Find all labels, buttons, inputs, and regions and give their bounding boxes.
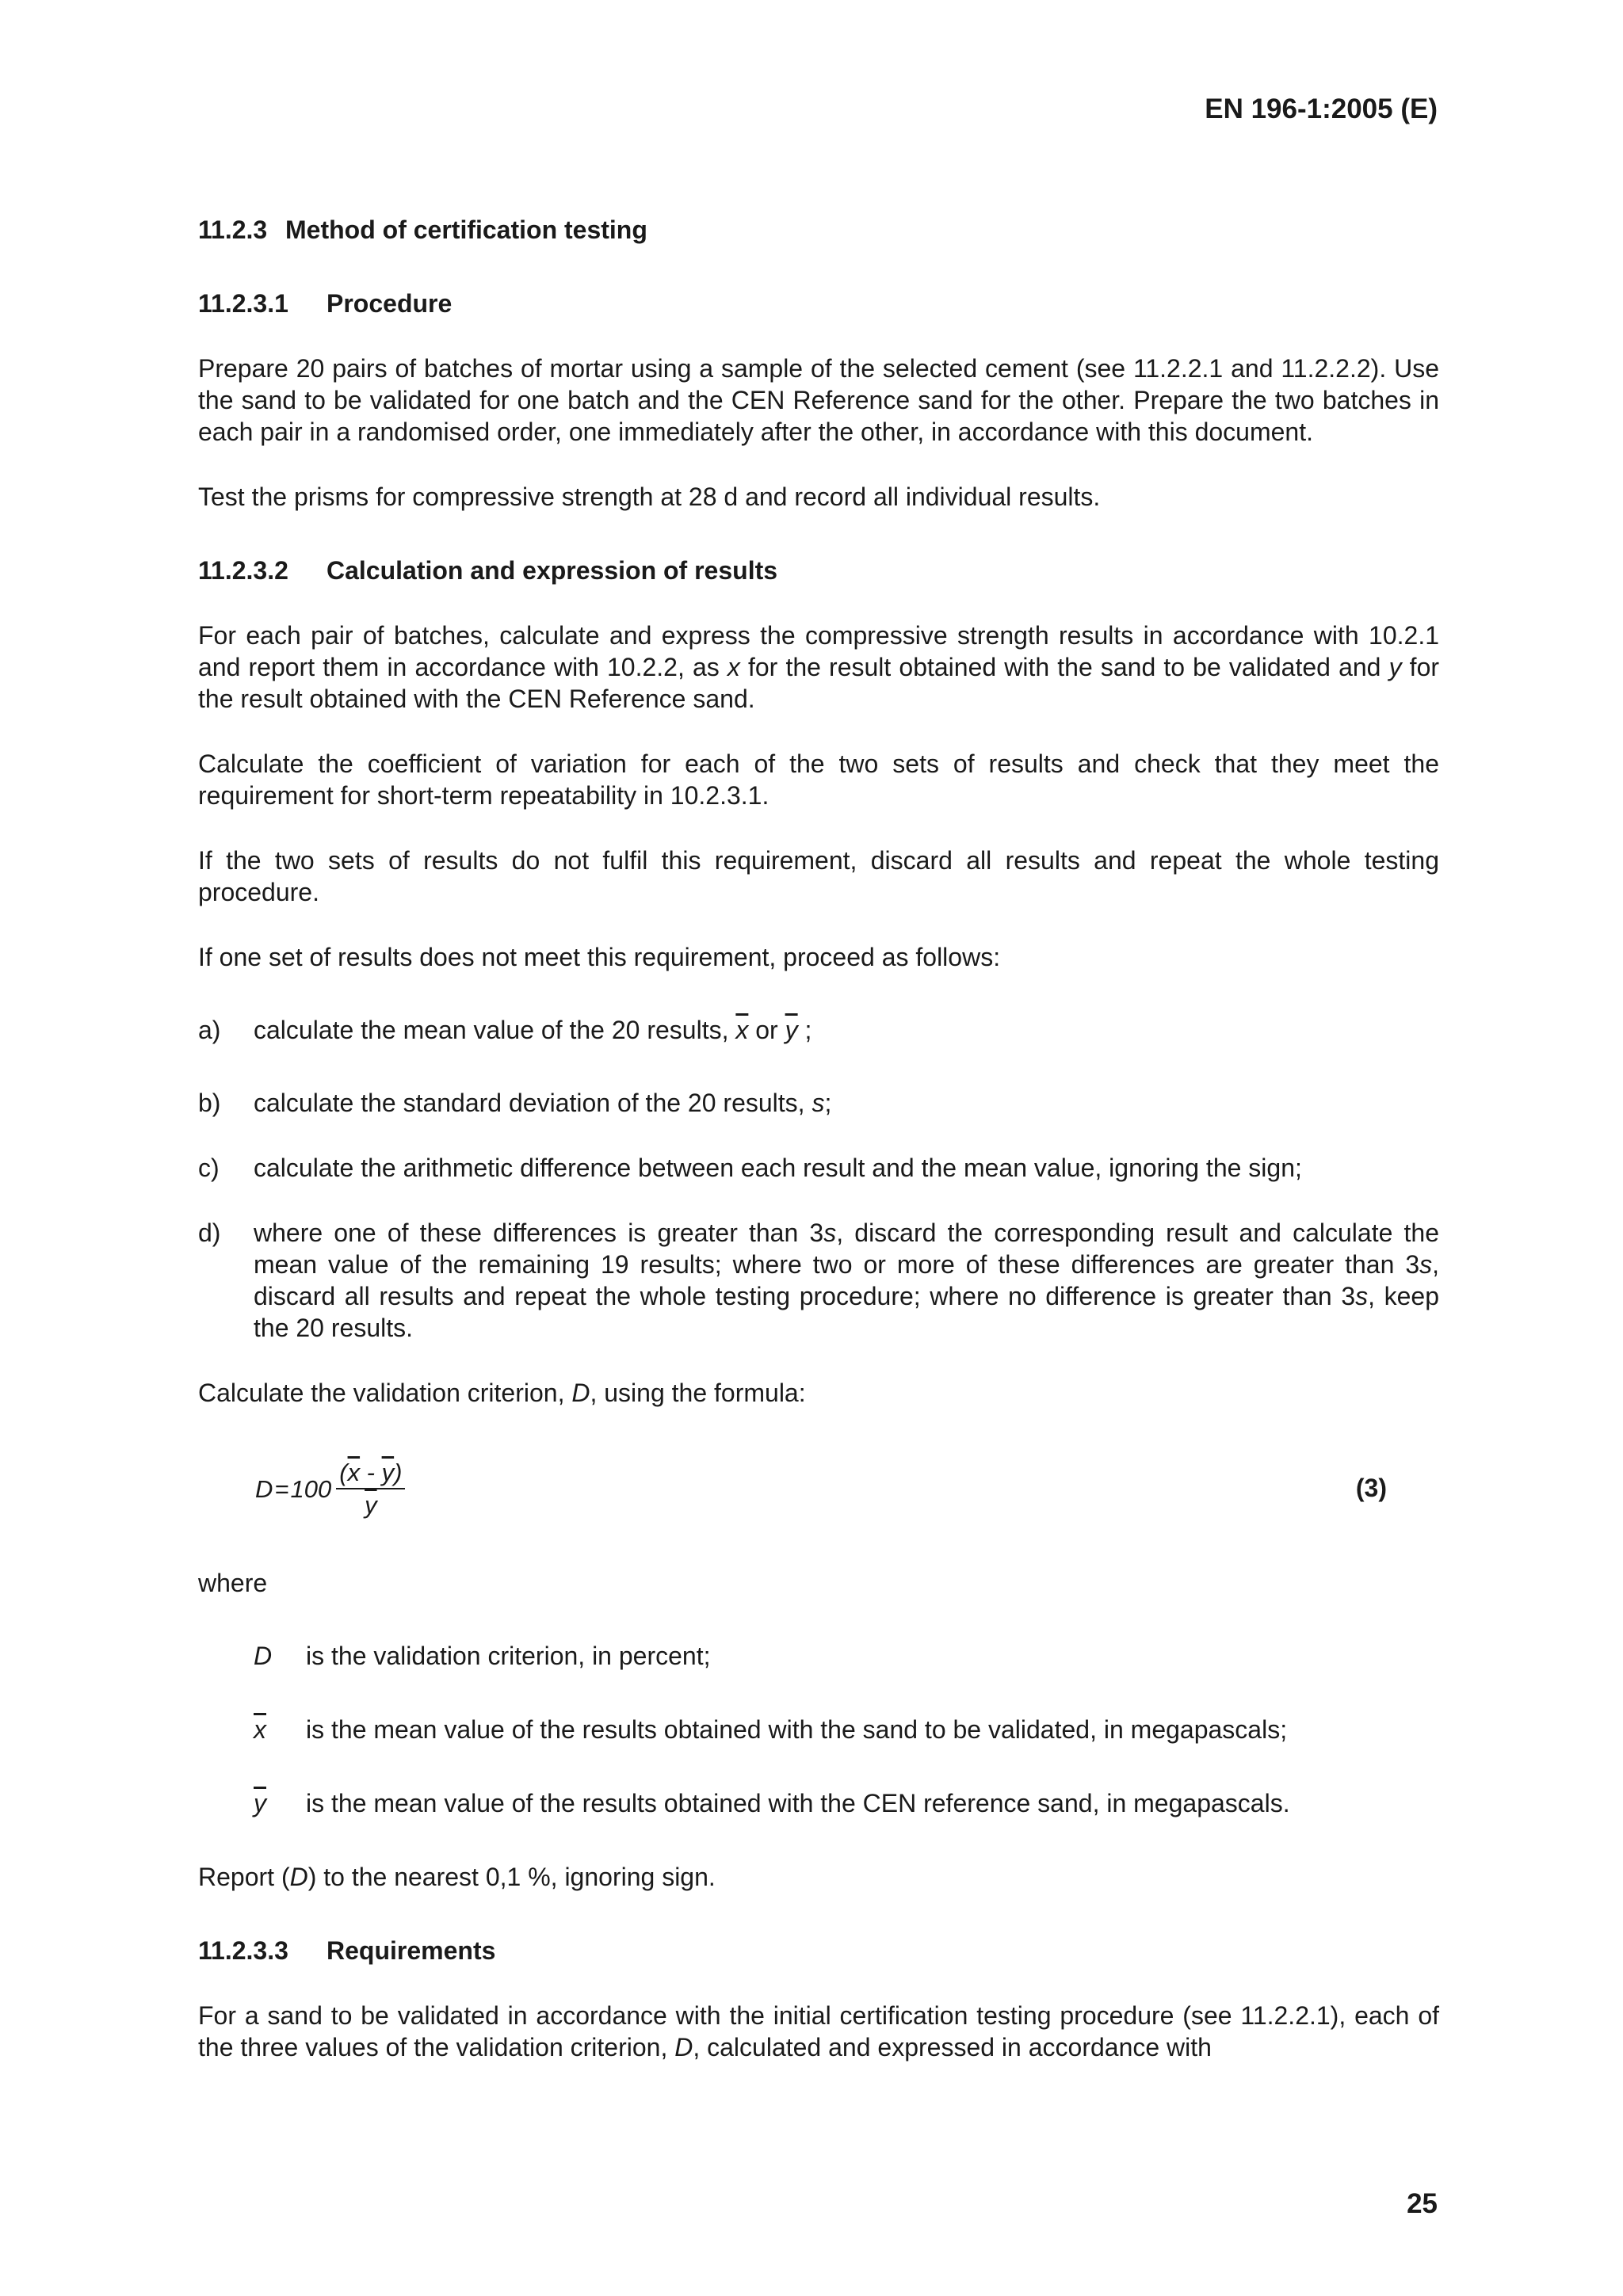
standard-identifier: EN 196-1:2005 (E) [1205,93,1438,124]
text-run: , keep the 20 results. [254,1282,1440,1342]
text-run: or [748,1016,785,1044]
text-run: , calculated and expressed in accordance with [693,2033,1212,2061]
definition-symbol: D [254,1642,273,1670]
section-heading-11-2-3 [198,214,1439,246]
text-run: For a sand to be validated in accordance with the initial certification testing procedure (see 11.2.2.1), each of the three values of the validation criterion, [198,2001,1439,2061]
paren-close: ) [394,1459,403,1486]
text-run: Report ( [198,1863,290,1891]
symbol-s: s [812,1089,825,1117]
definition-x [254,1714,1439,1745]
definition-text: is the validation criterion, in percent; [306,1642,711,1670]
text-run: Calculate the validation criterion, [198,1379,572,1407]
section-title: Calculation and expression of results [327,556,778,585]
list-item-c [198,1152,1439,1184]
text-run: calculate the standard deviation of the 20 results, [254,1089,812,1117]
symbol-x: x [727,653,740,681]
text-run: , using the formula: [590,1379,806,1407]
formula-coefficient: 100 [290,1475,332,1503]
formula-denominator [365,1489,377,1520]
list-marker: d) [198,1219,221,1247]
list-item-b [198,1087,1439,1119]
list-item-d [198,1217,1439,1344]
formula-block [198,1450,1439,1529]
paragraph-coefficient: Calculate the coefficient of variation for each of the two sets of results and check that they meet the requirement for short-term repeatability in 10.2.3.1. [198,749,1439,810]
paragraph-validation-criterion [198,1377,1439,1409]
text-run: , discard all results and repeat the whole testing procedure; where no difference is greater than 3 [254,1250,1439,1310]
text-run: where one of these differences is greater than 3 [254,1219,824,1247]
page-content [198,214,1439,2063]
section-number: 11.2.3.3 [198,1936,288,1965]
paragraph-calculation [198,620,1439,715]
paragraph-discard: If the two sets of results do not fulfil this requirement, discard all results and repeat the whole testing procedure. [198,846,1439,906]
equation-number: (3) [1355,1474,1387,1502]
paragraph-test-prisms: Test the prisms for compressive strength at 28 d and record all individual results. [198,482,1101,511]
section-title: Procedure [327,289,453,318]
formula-fraction [336,1459,405,1520]
text-run: calculate the arithmetic difference between each result and the mean value, ignoring the sign; [254,1154,1302,1182]
symbol-d: D [571,1379,590,1407]
text-run: , discard the corresponding result and calculate the mean value of the remaining 19 results; where two or more of these differences are greater than 3 [254,1219,1440,1279]
definition-symbol: $\overline{x}$ [254,1715,266,1744]
text-run: for the result obtained with the CEN Reference sand. [198,653,1440,713]
symbol-x-bar: $\overline{x}$ [347,1459,361,1486]
section-title: Requirements [327,1936,496,1965]
text-run: for the result obtained with the sand to be validated and [739,653,1389,681]
paragraph-proceed: If one set of results does not meet this requirement, proceed as follows: [198,943,1001,971]
paragraph-procedure: Prepare 20 pairs of batches of mortar using a sample of the selected cement (see 11.2.2.1 and 11.2.2.2). Use the sand to be validated for one batch and the CEN Reference sand for the other. Prepare the two batches in each pair in a randomised order, one immediately after the other, in accordance with this document. [198,354,1439,446]
where-label: where [198,1569,268,1597]
text-run: ) to the nearest 0,1 %, ignoring sign. [307,1863,716,1891]
symbol-d: D [289,1863,308,1891]
text-run: ; [824,1089,832,1117]
definition-y [254,1787,1439,1819]
paragraph-requirements [198,2000,1439,2063]
list-marker: c) [198,1154,220,1182]
symbol-d: D [674,2033,693,2061]
text-run: ; [797,1016,812,1044]
section-title: Method of certification testing [285,215,647,244]
page-number: 25 [1407,2188,1438,2219]
symbol-s: s [1419,1250,1433,1279]
formula-numerator [336,1459,405,1489]
definition-d [254,1640,1439,1672]
definition-text: is the mean value of the results obtained with the CEN reference sand, in megapascals. [306,1789,1290,1817]
text-run: For each pair of batches, calculate and express the compressive strength results in accordance with 10.2.1 and report them in accordance with 10.2.2, as [198,621,1439,681]
list-marker: a) [198,1016,221,1044]
definition-symbol: $\overline{y}$ [254,1789,266,1817]
paragraph-report [198,1861,1439,1893]
definition-text: is the mean value of the results obtained with the sand to be validated, in megapascals; [306,1715,1288,1744]
section-heading-11-2-3-2 [198,555,1439,586]
formula-lhs: D [255,1475,273,1503]
paren-open: ( [339,1459,348,1486]
symbol-s: s [1355,1282,1369,1310]
text-run: calculate the mean value of the 20 results, [254,1016,736,1044]
symbol-y: y [1388,653,1402,681]
section-heading-11-2-3-3 [198,1935,1439,1966]
symbol-y-bar: $\overline{y}$ [381,1459,395,1486]
section-number: 11.2.3.1 [198,289,288,318]
definitions-list [198,1640,1439,1819]
symbol-y-bar: $\overline{y}$ [785,1016,798,1044]
symbol-x-bar: $\overline{x}$ [735,1016,749,1044]
formula-3 [255,1450,405,1529]
list-marker: b) [198,1089,221,1117]
minus-sign: - [360,1459,382,1486]
section-number: 11.2.3.2 [198,556,288,585]
list-item-a [198,1014,1439,1046]
symbol-s: s [823,1219,837,1247]
section-heading-11-2-3-1 [198,288,1439,319]
section-number: 11.2.3 [198,215,268,244]
formula-equals: = [274,1475,289,1503]
symbol-y-bar: y [365,1491,377,1519]
